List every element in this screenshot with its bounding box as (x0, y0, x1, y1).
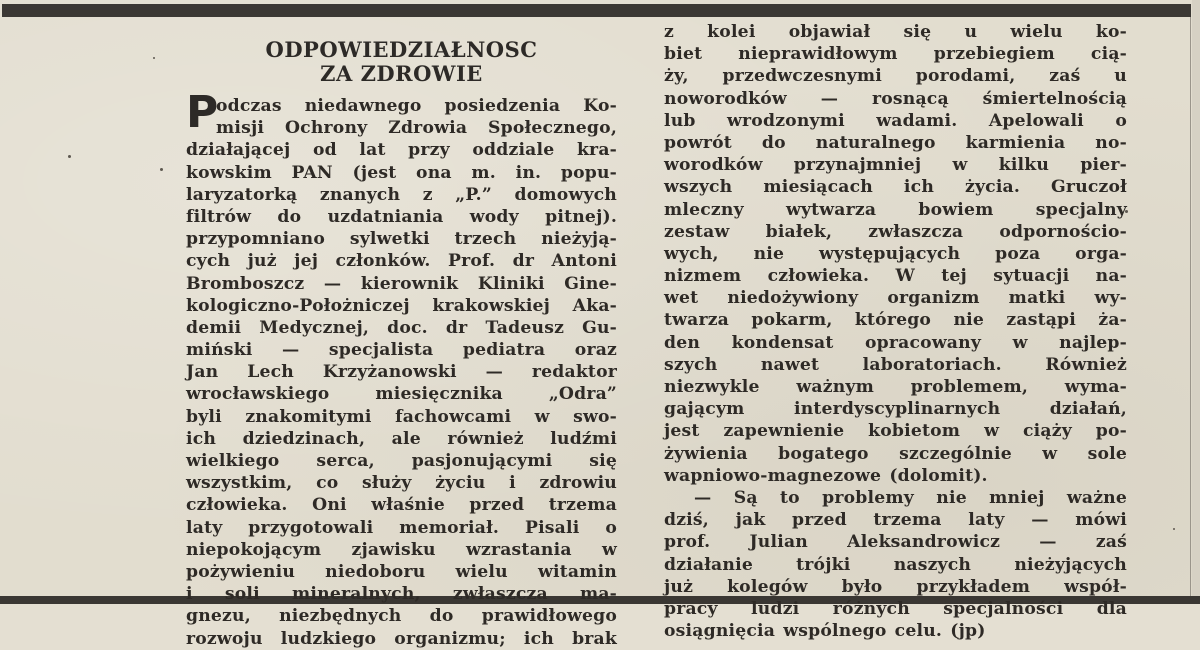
article-headline (186, 38, 617, 86)
text-line: wszystkim, co służy życiu i zdrowiu (186, 473, 617, 494)
text-line: mleczny wytwarza bowiem specjalny (664, 199, 1127, 220)
text-line: rozwoju ludzkiego organizmu; ich brak (186, 628, 617, 649)
text-line: den kondensat opracowany w najlep- (664, 332, 1127, 353)
text-line: noworodków — rosnącą śmiertelnością (664, 88, 1127, 109)
text-line: demii Medycznej, doc. dr Tadeusz Gu- (186, 317, 617, 338)
text-line: zestaw białek, zwłaszcza odpornościo- (664, 221, 1127, 242)
text-line: wszych miesiącach ich życia. Gruczoł (664, 177, 1127, 198)
text-line: już kolegów było przykładem współ- (664, 576, 1127, 597)
text-line: Jan Lech Krzyżanowski — redaktor (186, 362, 617, 383)
text-line: przypomniano sylwetki trzech nieżyją- (186, 229, 617, 250)
text-line: nizmem człowieka. W tej sytuacji na- (664, 266, 1127, 287)
text-line: kowskim PAN (jest ona m. in. popu- (186, 162, 617, 183)
text-line: wielkiego serca, pasjonującymi się (186, 451, 617, 471)
text-line: byli znakomitymi fachowcami w swo- (186, 406, 617, 427)
text-line: worodków przynajmniej w kilku pier- (664, 155, 1127, 176)
text-line: jest zapewnienie kobietom w ciąży po- (664, 421, 1127, 442)
text-line: wapniowo-magnezowe (dolomit). (664, 465, 988, 486)
text-line: prof. Julian Aleksandrowicz — zaś (664, 532, 1127, 553)
text-line: wych, nie występujących poza orga- (664, 243, 1127, 264)
text-line: niepokojącym zjawisku wzrastania w (186, 539, 617, 560)
text-line: — Są to problemy nie mniej ważne (694, 487, 1127, 508)
text-line: ich dziedzinach, ale również ludźmi (186, 428, 617, 449)
headline-line-1: ODPOWIEDZIAŁNOSC (265, 37, 538, 62)
text-line: ży, przedwczesnymi porodami, zaś u (664, 66, 1127, 87)
top-rule (2, 4, 1191, 17)
text-line: laty przygotowali memoriał. Pisali o (186, 517, 617, 538)
text-line: miński — specjalista pediatra oraz (186, 340, 617, 361)
text-line: osiągnięcia wspólnego celu. (jp) (664, 621, 986, 642)
text-line: misji Ochrony Zdrowia Społecznego, (216, 118, 617, 139)
text-line: biet nieprawidłowym przebiegiem cią- (664, 44, 1127, 65)
text-line: pożywieniu niedoboru wielu witamin (186, 561, 617, 582)
text-line: i soli mineralnych, zwłaszcza ma- (186, 584, 617, 605)
text-line: z kolei objawiał się u wielu ko- (664, 22, 1127, 42)
text-line: gnezu, niezbędnych do prawidłowego (186, 606, 617, 627)
page-edge (1192, 0, 1200, 604)
text-line: wrocławskiego miesięcznika „Odra” (186, 384, 617, 405)
text-line: działanie trójki naszych nieżyjących (664, 554, 1127, 575)
text-line: dziś, jak przed trzema laty — mówi (664, 510, 1127, 531)
text-line: szych nawet laboratoriach. Również (664, 354, 1127, 375)
text-line: gającym interdyscyplinarnych działań, (664, 399, 1127, 420)
article-column-left (186, 87, 617, 650)
article-column-right (664, 21, 1127, 642)
text-line: laryzatorką znanych z „P.” domowych (186, 184, 617, 205)
text-line: twarza pokarm, którego nie zastąpi ża- (664, 310, 1127, 331)
text-line: odczas niedawnego posiedzenia Ko- (216, 96, 617, 116)
text-line: człowieka. Oni właśnie przed trzema (186, 495, 617, 516)
headline-line-2: ZA ZDROWIE (320, 61, 483, 86)
text-line: działającej od lat przy oddziale kra- (186, 140, 617, 161)
text-line: pracy ludzi różnych specjalności dla (664, 598, 1127, 619)
text-line: niezwykle ważnym problemem, wyma- (664, 377, 1127, 397)
text-line: wet niedożywiony organizm matki wy- (664, 288, 1127, 309)
column-rule (1190, 17, 1191, 597)
text-line: cych już jej członków. Prof. dr Antoni (186, 251, 617, 272)
text-line: powrót do naturalnego karmienia no- (664, 132, 1127, 153)
text-line: żywienia bogatego szczególnie w sole (664, 443, 1127, 464)
drop-cap: P (186, 87, 219, 138)
text-line: filtrów do uzdatniania wody pitnej). (186, 206, 617, 227)
text-line: kologiczno-Położniczej krakowskiej Aka- (186, 295, 617, 316)
text-line: Bromboszcz — kierownik Kliniki Gine- (186, 273, 617, 294)
text-line: lub wrodzonymi wadami. Apelowali o (664, 110, 1127, 131)
